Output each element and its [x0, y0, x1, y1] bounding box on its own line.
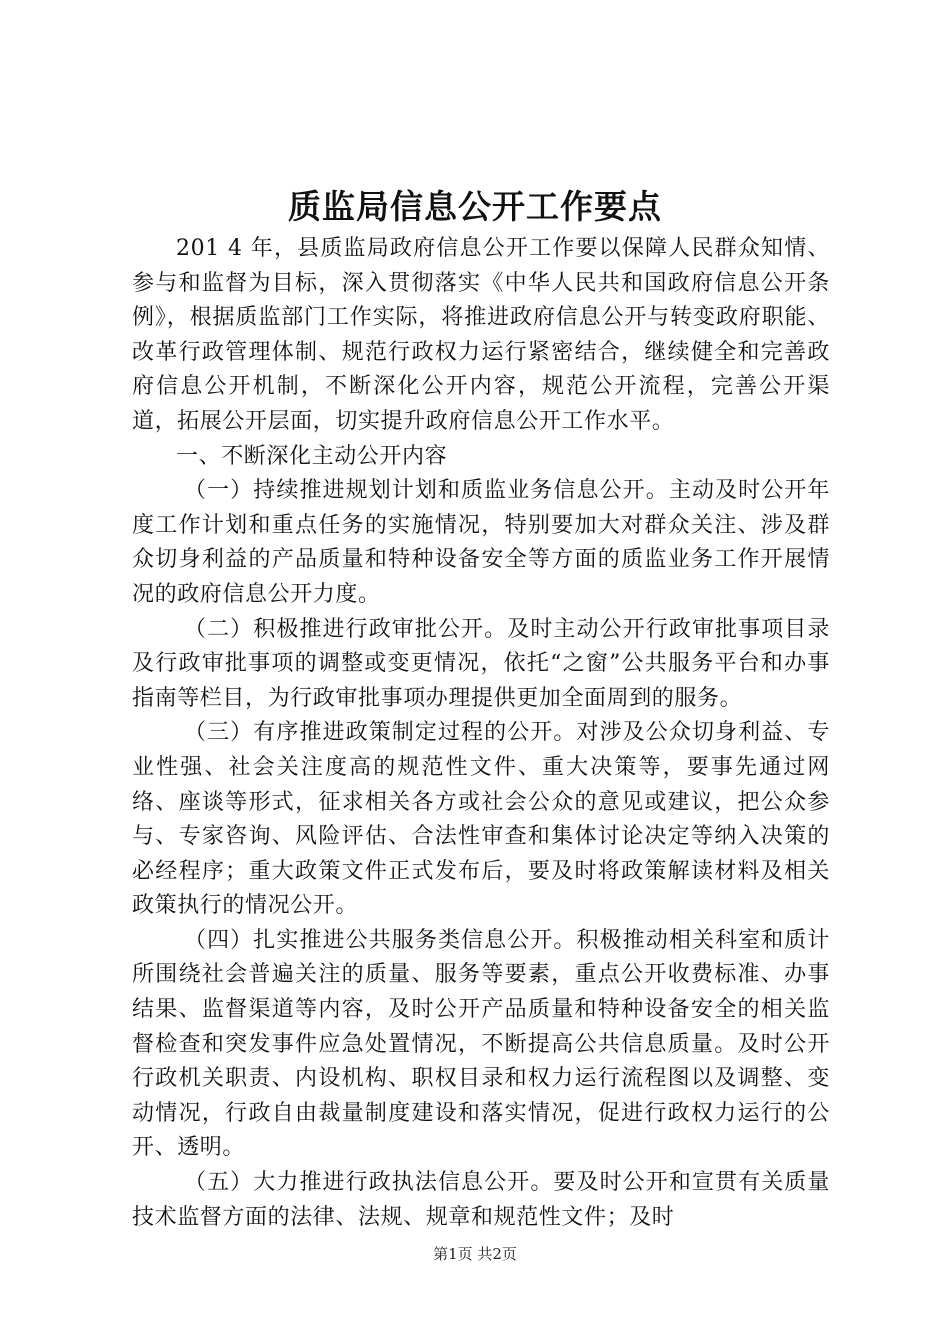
page-footer: 第1页 共2页	[433, 1245, 517, 1263]
section-heading-1: 一、不断深化主动公开内容	[176, 443, 448, 469]
intro-paragraph: 201 4 年，县质监局政府信息公开工作要以保障人民群众知情、参与和监督为目标，深入贯彻落实《中华人民共和国政府信息公开条例》，根据质监部门工作实际，将推进政府信息公开与转变政府职能、改革行政管理体制、规范行政权力运行紧密结合，继续健全和完善政府信息公开机制，不断深化公开内容，规范公开流程，完善公开渠道，拓展公开层面，切实提升政府信息公开工作水平。	[132, 236, 830, 434]
section-item-2: （二）积极推进行政审批公开。及时主动公开行政审批事项目录及行政审批事项的调整或变更情况，依托“之窗”公共服务平台和办事指南等栏目，为行政审批事项办理提供更加全面周到的服务。	[132, 616, 830, 711]
document-title: 质监局信息公开工作要点	[288, 187, 662, 226]
section-item-5: （五）大力推进行政执法信息公开。要及时公开和宣贯有关质量技术监督方面的法律、法规、规章和规范性文件；及时	[132, 1170, 830, 1230]
document-body	[132, 232, 830, 1235]
section-item-4: （四）扎实推进公共服务类信息公开。积极推动相关科室和质计所围绕社会普遍关注的质量、服务等要素，重点公开收费标准、办事结果、监督渠道等内容，及时公开产品质量和特种设备安全的相关监督检查和突发事件应急处置情况，不断提高公共信息质量。及时公开行政机关职责、内设机构、职权目录和权力运行流程图以及调整、变动情况，行政自由裁量制度建设和落实情况，促进行政权力运行的公开、透明。	[132, 927, 830, 1161]
section-item-1: （一）持续推进规划计划和质监业务信息公开。主动及时公开年度工作计划和重点任务的实施情况，特别要加大对群众关注、涉及群众切身利益的产品质量和特种设备安全等方面的质监业务工作开展情况的政府信息公开力度。	[132, 478, 830, 607]
section-item-3: （三）有序推进政策制定过程的公开。对涉及公众切身利益、专业性强、社会关注度高的规范性文件、重大决策等，要事先通过网络、座谈等形式，征求相关各方或社会公众的意见或建议，把公众参与、专家咨询、风险评估、合法性审查和集体讨论决定等纳入决策的必经程序；重大政策文件正式发布后，要及时将政策解读材料及相关政策执行的情况公开。	[132, 720, 830, 919]
